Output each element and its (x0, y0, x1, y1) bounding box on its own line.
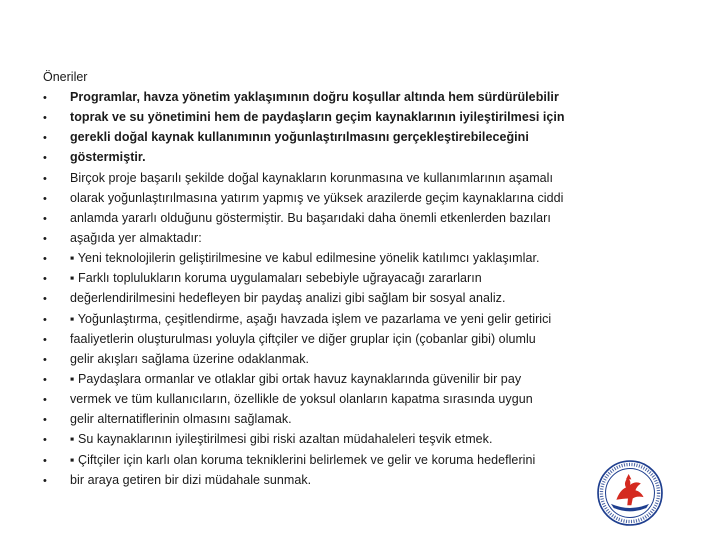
list-item-text: gerekli doğal kaynak kullanımının yoğunlaştırılmasını gerçekleştirebileceğini (70, 130, 529, 145)
list-item-text: faaliyetlerin oluşturulması yoluyla çiftçiler ve diğer gruplar için (çobanlar gibi) olumlu (70, 331, 536, 346)
heading: Öneriler (43, 70, 88, 84)
bullet-marker: • (43, 414, 47, 427)
bullet-marker: • (43, 212, 47, 225)
bullet-marker: • (43, 273, 47, 286)
bullet-marker: • (43, 373, 47, 386)
list-item-text: ▪ Paydaşlara ormanlar ve otlaklar gibi ortak havuz kaynaklarında güvenilir bir pay (70, 371, 522, 386)
list-item-text: göstermiştir. (70, 150, 146, 165)
bullet-marker: • (43, 192, 47, 205)
list-item-text: anlamda yararlı olduğunu göstermiştir. Bu başarıdaki daha önemli etkenlerden bazıları (70, 210, 551, 225)
bullet-marker: • (43, 92, 47, 104)
list-item-text: Birçok proje başarılı şekilde doğal kaynakların korunmasına ve kullanımlarının aşamalı (70, 170, 554, 185)
university-seal-icon (596, 459, 664, 527)
bullet-marker: • (43, 474, 47, 487)
bullet-marker: • (43, 313, 47, 326)
bullet-marker: • (43, 253, 47, 266)
list-item-text: ▪ Çiftçiler için karlı olan koruma tekniklerini belirlemek ve gelir ve koruma hedeflerini (70, 452, 536, 467)
list-item-text: ▪ Farklı toplulukların koruma uygulamaları sebebiyle uğrayacağı zararların (70, 271, 482, 286)
list-item-text: değerlendirilmesini hedefleyen bir paydaş analizi gibi sağlam bir sosyal analiz. (70, 291, 506, 306)
list-item-text: Programlar, havza yönetim yaklaşımının doğru koşullar altında hem sürdürülebilir (70, 90, 559, 104)
list-item-text: toprak ve su yönetimini hem de paydaşların geçim kaynaklarının iyileştirilmesi için (70, 110, 565, 125)
bullet-marker: • (43, 172, 47, 185)
list-item-text: ▪ Yoğunlaştırma, çeşitlendirme, aşağı havzada işlem ve pazarlama ve yeni gelir getirici (70, 311, 552, 326)
bullet-marker: • (43, 112, 47, 125)
list-item-text: ▪ Su kaynaklarının iyileştirilmesi gibi riski azaltan müdahaleleri teşvik etmek. (70, 432, 493, 447)
bullet-marker: • (43, 152, 47, 165)
bullet-marker: • (43, 333, 47, 346)
list-item-text: vermek ve tüm kullanıcıların, özellikle de yoksul olanların kapatma sırasında uygun (70, 392, 533, 407)
bullet-marker: • (43, 454, 47, 467)
bullet-marker: • (43, 232, 47, 245)
list-item-text: olarak yoğunlaştırılmasına yatırım yapmış ve yüksek arazilerde geçim kaynaklarına ciddi (70, 190, 564, 205)
list-item-text: bir araya getiren bir dizi müdahale sunmak. (70, 472, 312, 487)
bullet-marker: • (43, 394, 47, 407)
bullet-marker: • (43, 132, 47, 145)
list-item-text: ▪ Yeni teknolojilerin geliştirilmesine ve kabul edilmesine yönelik katılımcı yaklaşımlar. (70, 251, 540, 266)
list-item-text: gelir akışları sağlama üzerine odaklanmak. (70, 351, 310, 366)
bullet-marker: • (43, 353, 47, 366)
bullet-marker: • (43, 293, 47, 306)
bullet-marker: • (43, 434, 47, 447)
list-item-text: aşağıda yer almaktadır: (70, 230, 202, 245)
list-item-text: gelir alternatiflerinin olmasını sağlamak. (70, 412, 292, 427)
